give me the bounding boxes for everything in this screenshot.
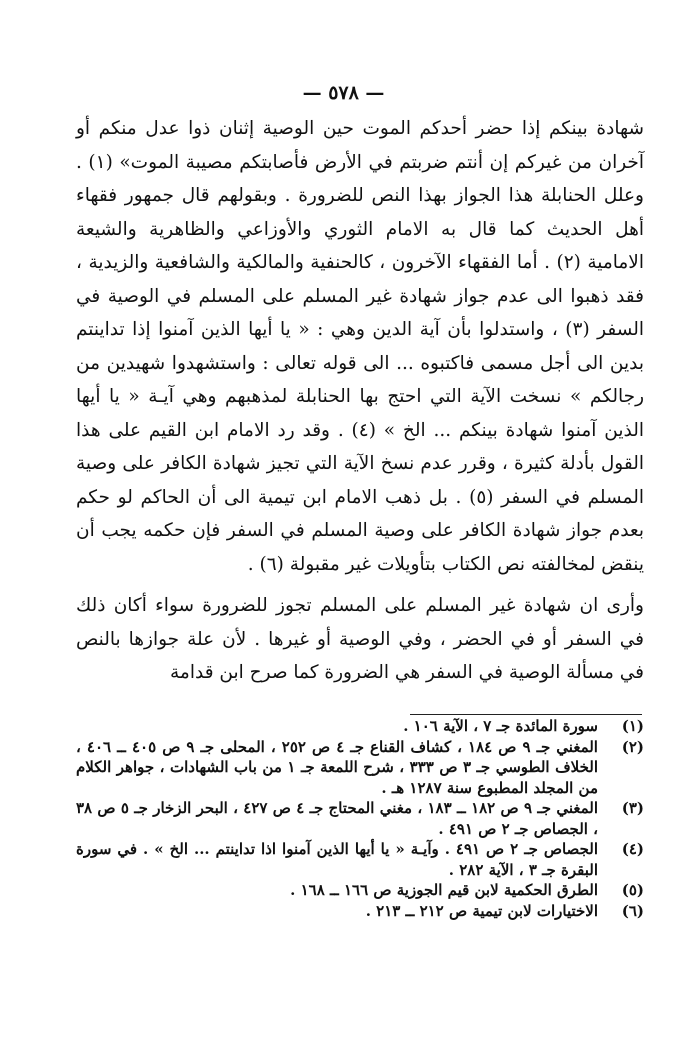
footnote-text: الطرق الحكمية لابن قيم الجوزية ص ١٦٦ ــ ١٦٨ . (290, 881, 598, 899)
footnote-text: سورة المائدة جـ ٧ ، الآية ١٠٦ . (403, 717, 598, 735)
footnotes-list (76, 716, 644, 921)
footnote-number: (٥) (621, 881, 644, 899)
footnote (76, 798, 644, 839)
footnote-text: المغني جـ ٩ ص ١٨٢ ــ ١٨٣ ، مغني المحتاج جـ ٤ ص ٤٢٧ ، البحر الزخار جـ ٥ ص ٣٨ ، الجصاص جـ ٢ ص ٤٩١ . (76, 799, 598, 838)
footnote-text: الاختيارات لابن تيمية ص ٢١٢ ــ ٢١٣ . (365, 901, 598, 920)
body-paragraph: وأرى ان شهادة غير المسلم على المسلم تجوز للضرورة سواء أكان ذلك في السفر أو في الحضر ، وفي الوصية أو غيرها . لأن علة جوازها بالنص في مسألة الوصية في السفر هي الضرورة كما صرح ابن قدامة (76, 595, 644, 683)
body-paragraph: شهادة بينكم إذا حضر أحدكم الموت حين الوصية إثنان ذوا عدل منكم أو آخران من غيركم إن أنتم ضربتم في الأرض فأصابتكم مصيبة الموت» (١) . وعلل الحنابلة هذا الجواز بهذا النص للضرورة . وبقولهم قال جمهور فقهاء أهل الحديث كما قال به الامام الثوري والأوزاعي والظاهرية والشيعة الامامية (٢) . أما الفقهاء الآخرون ، كالحنفية والمالكية والشافعية والزيدية ، فقد ذهبوا الى عدم جواز شهادة غير المسلم على المسلم في الوصية في السفر (٣) ، واستدلوا بأن آية الدين وهي : « يا أيها الذين آمنوا إذا تداينتم بدين الى أجل مسمى فاكتبوه ... الى قوله تعالى : واستشهدوا شهيدين من رجالكم » نسخت الآية التي احتج بها الحنابلة لمذهبهم وهي آيـة « يا أيها الذين آمنوا شهادة بينكم ... الخ » (٤) . وقد رد الامام ابن القيم على هذا القول بأدلة كثيرة ، وقرر عدم نسخ الآية التي تجيز شهادة الكافر على وصية المسلم في السفر (٥) . بل ذهب الامام ابن تيمية الى أن الحاكم لو حكم بعدم جواز شهادة الكافر على وصية المسلم في السفر فإن حكمه يجب أن ينقض لمخالفته نص الكتاب بتأويلات غير مقبولة (٦) . (76, 118, 644, 575)
footnote-text: الجصاص جـ ٢ ص ٤٩١ . وآيـة « يا أيها الذين آمنوا اذا تداينتم ... الخ » . في سورة البقرة جـ ٣ ، الآية ٢٨٢ . (76, 840, 598, 879)
footnote-number: (٤) (621, 840, 644, 858)
footnote (76, 839, 644, 880)
footnote-number: (٣) (621, 799, 644, 817)
footnote-number: (٦) (621, 901, 644, 920)
footnote (76, 716, 644, 737)
page-number: — ٥٧٨ — (302, 82, 385, 104)
footnote (76, 737, 644, 799)
footnote (76, 901, 644, 922)
footnote-separator (410, 714, 642, 715)
body-text (76, 112, 644, 698)
footnote-number: (٢) (621, 737, 644, 756)
footnote-number: (١) (621, 717, 644, 735)
footnote (76, 880, 644, 901)
footnote-text: المغني جـ ٩ ص ١٨٤ ، كشاف القناع جـ ٤ ص ٢٥٢ ، المحلى جـ ٩ ص ٤٠٥ ــ ٤٠٦ ، الخلاف الطوسي جـ ٣ ص ٣٣٣ ، شرح اللمعة جـ ١ من باب الشهادات ، جواهر الكلام من المجلد المطبوع سنة ١٢٨٧ هـ . (76, 737, 598, 797)
